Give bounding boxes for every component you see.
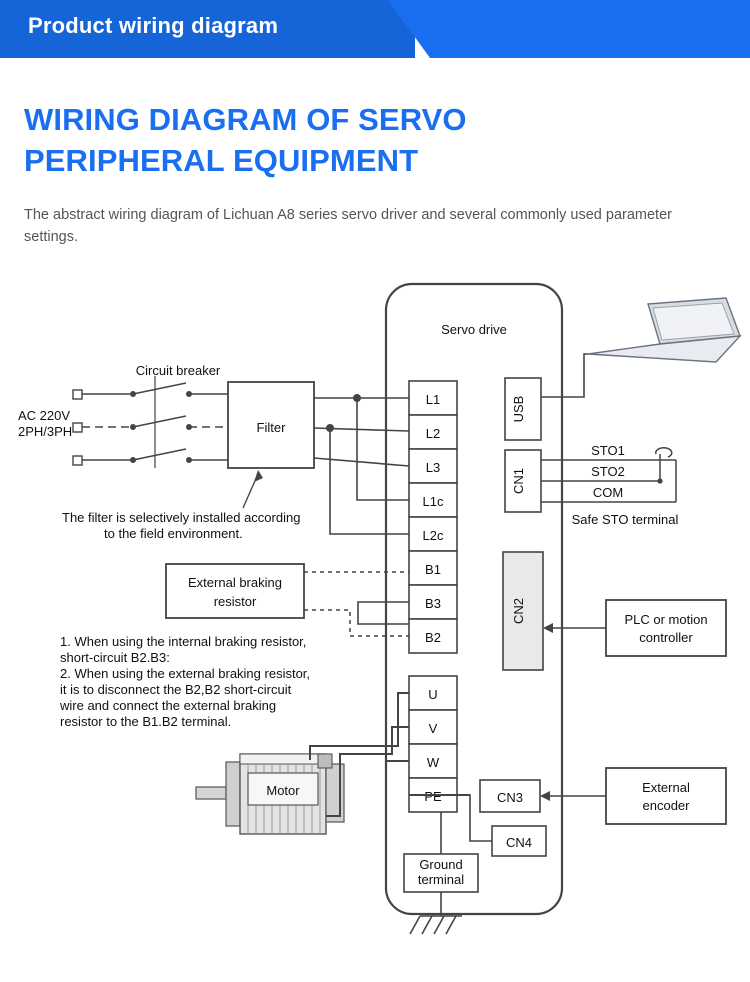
ground-terminal-line-2: terminal [417, 872, 465, 887]
braking-note-line-1: 1. When using the internal braking resistor, [60, 634, 307, 649]
cn4-label: CN4 [505, 835, 533, 850]
power-source-terminals [73, 390, 82, 465]
encoder-box-line-2: encoder [642, 798, 690, 813]
braking-note-line-2: short-circuit B2.B3: [60, 650, 170, 665]
terminal-label-u: U [428, 687, 438, 702]
terminal-label-w: W [426, 755, 440, 770]
plc-to-cn2-arrow [543, 623, 606, 633]
banner-title: Product wiring diagram [28, 13, 279, 38]
sto-caption: Safe STO terminal [571, 512, 679, 527]
sto1-label: STO1 [591, 443, 625, 458]
terminal-label-b2: B2 [425, 630, 441, 645]
circuit-breaker-label: Circuit breaker [135, 363, 221, 378]
braking-note-line-5: wire and connect the external braking [60, 698, 277, 713]
encoder-to-cn3-arrow [540, 791, 606, 801]
page-title [24, 100, 724, 182]
terminal-label-l1c: L1c [422, 494, 444, 509]
filter-box [228, 382, 314, 468]
external-encoder-box [606, 768, 726, 824]
terminal-label-l2: L2 [425, 426, 441, 441]
braking-resistor-line-2: resistor [213, 594, 257, 609]
terminal-label-b1: B1 [425, 562, 441, 577]
motor-label: Motor [266, 783, 300, 798]
filter-note [62, 470, 300, 541]
braking-note-line-4: it is to disconnect the B2,B2 short-circuit [60, 682, 292, 697]
page-title-line-2: PERIPHERAL EQUIPMENT [24, 142, 419, 178]
cn2-label: CN2 [511, 597, 526, 625]
terminal-label-l1: L1 [425, 392, 441, 407]
terminal-label-l3: L3 [425, 460, 441, 475]
terminal-label-pe: PE [424, 789, 442, 804]
filter-note-line-1: The filter is selectively installed according [62, 510, 301, 525]
cn3-connector [480, 780, 540, 812]
external-braking-resistor-box [166, 564, 304, 618]
plc-box-line-2: controller [639, 630, 693, 645]
cn1-label: CN1 [511, 467, 526, 495]
filter-note-line-2: to the field environment. [104, 526, 243, 541]
ground-terminal-box [404, 854, 478, 892]
wiring-diagram [0, 268, 750, 982]
cn3-label: CN3 [496, 790, 524, 805]
braking-note-line-3: 2. When using the external braking resistor, [60, 666, 311, 681]
plc-box-line-1: PLC or motion [624, 612, 708, 627]
encoder-box-line-1: External [642, 780, 690, 795]
cn2-connector [503, 552, 543, 670]
plc-controller-box [606, 600, 726, 656]
laptop-icon [588, 298, 740, 362]
power-label-line-2: 2PH/3PH [18, 424, 73, 439]
motor-illustration [196, 754, 344, 834]
terminal-label-l2c: L2c [422, 528, 444, 543]
braking-resistor-line-1: External braking [188, 575, 282, 590]
cn4-connector [492, 826, 546, 856]
page-title-line-1: WIRING DIAGRAM OF SERVO [24, 102, 467, 137]
usb-label: USB [511, 395, 526, 423]
cn1-connector [505, 450, 541, 512]
filter-label: Filter [256, 420, 286, 435]
power-label-line-1: AC 220V [18, 408, 71, 423]
sto2-label: STO2 [591, 464, 625, 479]
terminal-label-b3: B3 [425, 596, 441, 611]
page-subtitle: The abstract wiring diagram of Lichuan A8 series servo driver and several commonly used parameter settings. [24, 207, 672, 245]
servo-drive-label: Servo drive [441, 322, 507, 337]
circuit-breaker [82, 363, 228, 468]
com-label: COM [592, 485, 624, 500]
motor-terminal-block [409, 676, 457, 812]
power-terminal-block [409, 381, 457, 653]
ground-terminal-line-1: Ground [419, 857, 463, 872]
braking-note-line-6: resistor to the B1.B2 terminal. [60, 714, 232, 729]
page-header [0, 0, 750, 58]
usb-connector [505, 378, 541, 440]
braking-note [59, 634, 310, 729]
terminal-label-v: V [428, 721, 438, 736]
